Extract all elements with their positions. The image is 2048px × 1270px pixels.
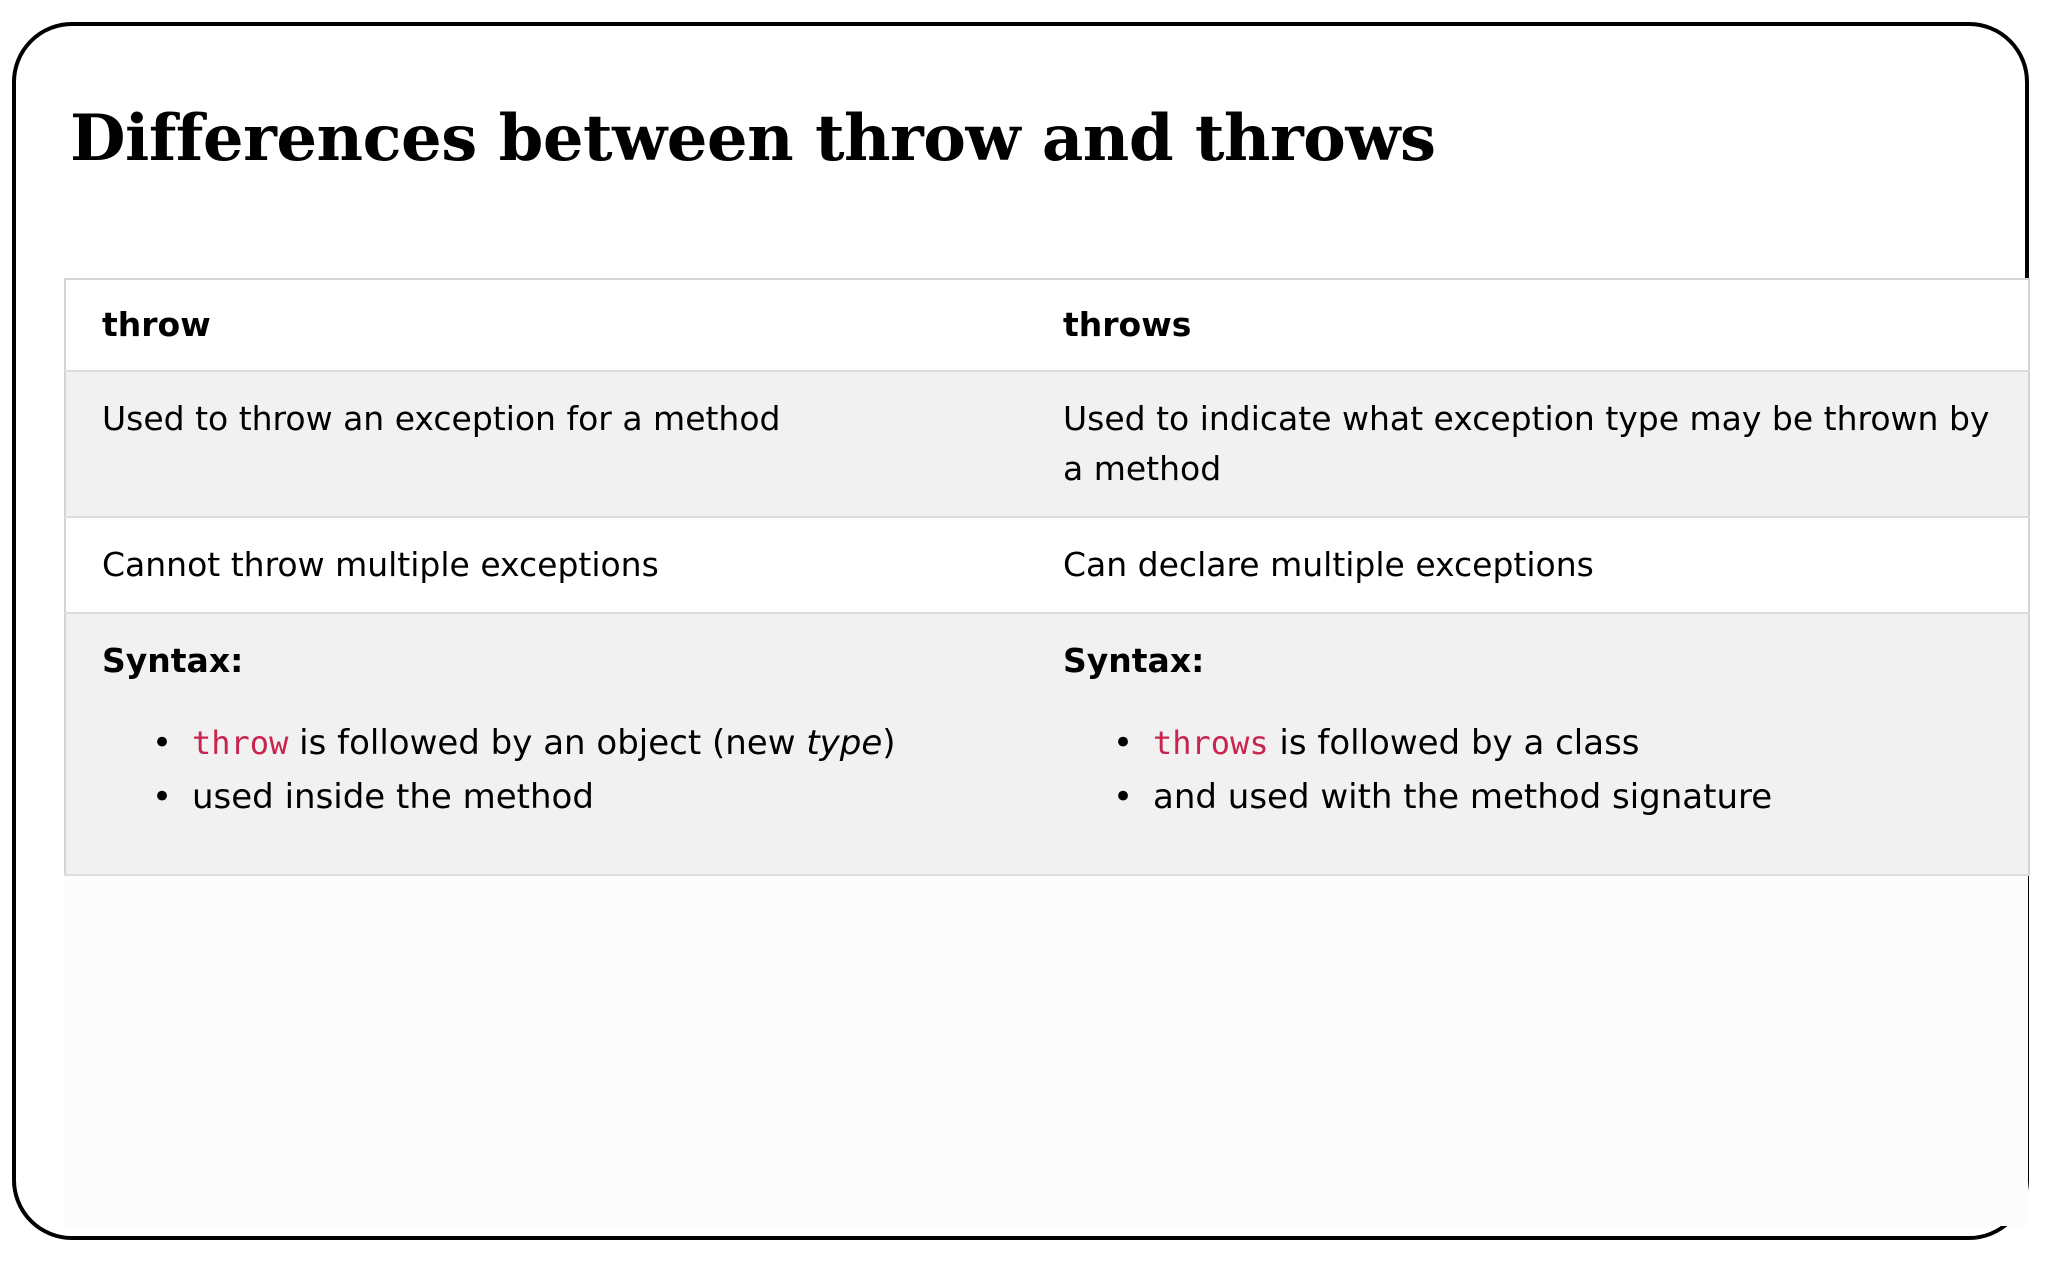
list-item (1113, 770, 1992, 824)
list-text: ) (882, 723, 896, 763)
syntax-list-throws (1063, 716, 1992, 824)
header-throw: throw (65, 279, 1027, 371)
table-screenshot (64, 278, 2028, 1226)
list-text: is followed by an object (new (288, 723, 807, 763)
page-title: Differences between throw and throws (70, 101, 1436, 176)
slide-frame (12, 22, 2029, 1240)
table-cell: Can declare multiple exceptions (1027, 517, 2029, 613)
table-row (65, 517, 2029, 613)
throw-keyword: throw (192, 724, 289, 762)
list-item (152, 716, 991, 770)
syntax-cell-throws (1027, 613, 2029, 875)
syntax-label: Syntax: (1063, 641, 1205, 680)
list-text: used inside the method (192, 777, 594, 817)
syntax-list-throw (102, 716, 991, 824)
comparison-table (64, 278, 2030, 876)
table-row (65, 371, 2029, 517)
throws-keyword: throws (1153, 724, 1269, 762)
syntax-label: Syntax: (102, 641, 244, 680)
table-cell: Used to indicate what exception type may be thrown by a method (1027, 371, 2029, 517)
table-header-row (65, 279, 2029, 371)
table-cell: Used to throw an exception for a method (65, 371, 1027, 517)
bullet-icon: • (1113, 777, 1134, 817)
list-text-italic: type (806, 723, 883, 763)
bullet-icon: • (1113, 723, 1134, 763)
list-text: and used with the method signature (1153, 777, 1773, 817)
bullet-icon: • (152, 723, 173, 763)
list-text: is followed by a class (1268, 723, 1640, 763)
table-cell: Cannot throw multiple exceptions (65, 517, 1027, 613)
bullet-icon: • (152, 777, 173, 817)
list-item (1113, 716, 1992, 770)
list-item (152, 770, 991, 824)
header-throws: throws (1027, 279, 2029, 371)
syntax-row (65, 613, 2029, 875)
syntax-cell-throw (65, 613, 1027, 875)
